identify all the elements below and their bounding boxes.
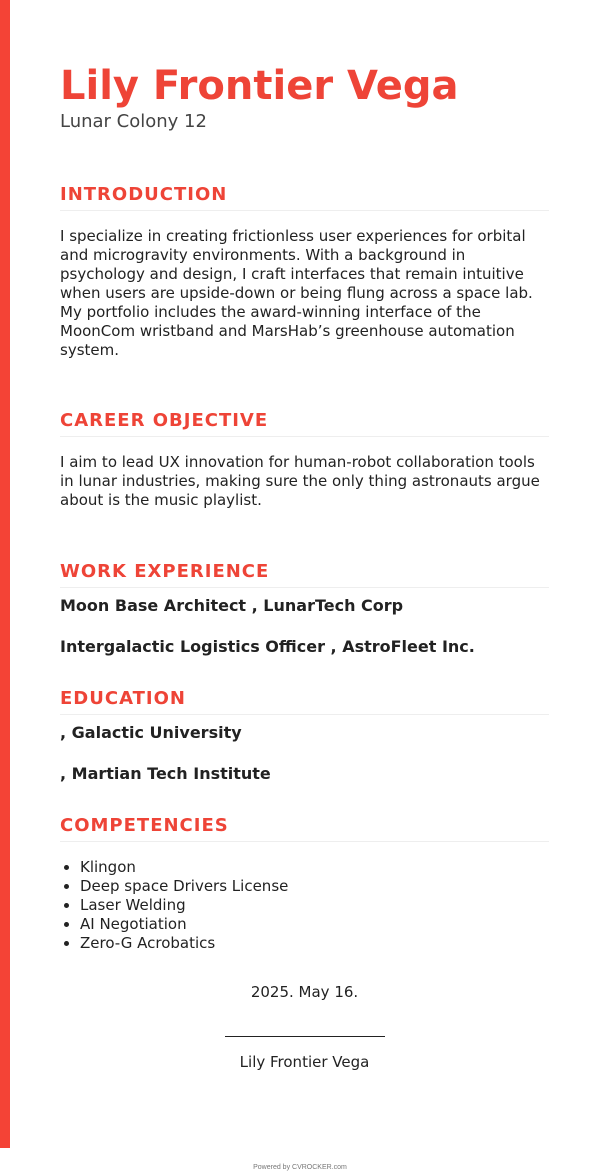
signature-name: Lily Frontier Vega <box>239 1053 370 1071</box>
section-title-introduction: INTRODUCTION <box>60 184 549 211</box>
education-entry: , Martian Tech Institute <box>60 764 271 783</box>
competency-item: • Deep space Drivers License <box>80 877 288 896</box>
competency-item: • AI Negotiation <box>80 915 288 934</box>
section-title-competencies: COMPETENCIES <box>60 815 549 842</box>
candidate-location: Lunar Colony 12 <box>60 111 207 132</box>
candidate-name: Lily Frontier Vega <box>60 63 459 109</box>
footer-credit: Powered by CVROCKER.com <box>253 1164 347 1171</box>
section-title-work-experience: WORK EXPERIENCE <box>60 561 549 588</box>
competency-item: • Zero-G Acrobatics <box>80 934 288 953</box>
education-entry: , Galactic University <box>60 723 242 742</box>
competencies-list <box>60 858 288 953</box>
objective-text: I aim to lead UX innovation for human-robot collaboration tools in lunar industries, making sure the only thing astronauts argue about is the music playlist. <box>60 453 540 509</box>
section-title-objective: CAREER OBJECTIVE <box>60 410 549 437</box>
accent-bar <box>0 0 10 1148</box>
signature-date: 2025. May 16. <box>250 983 359 1001</box>
introduction-text: I specialize in creating frictionless user experiences for orbital and microgravity environments. With a background in psychology and design, I craft interfaces that remain intuitive when users are upside-down or being flung across a space lab. My portfolio includes the award-winning interface of the MoonCom wristband and MarsHab’s greenhouse automation system. <box>60 227 533 359</box>
signature-line <box>225 1036 385 1037</box>
experience-entry: Moon Base Architect , LunarTech Corp <box>60 596 404 615</box>
experience-entry: Intergalactic Logistics Officer , AstroFleet Inc. <box>60 637 475 656</box>
section-title-education: EDUCATION <box>60 688 549 715</box>
competency-item: • Laser Welding <box>80 896 288 915</box>
competency-item: • Klingon <box>80 858 288 877</box>
